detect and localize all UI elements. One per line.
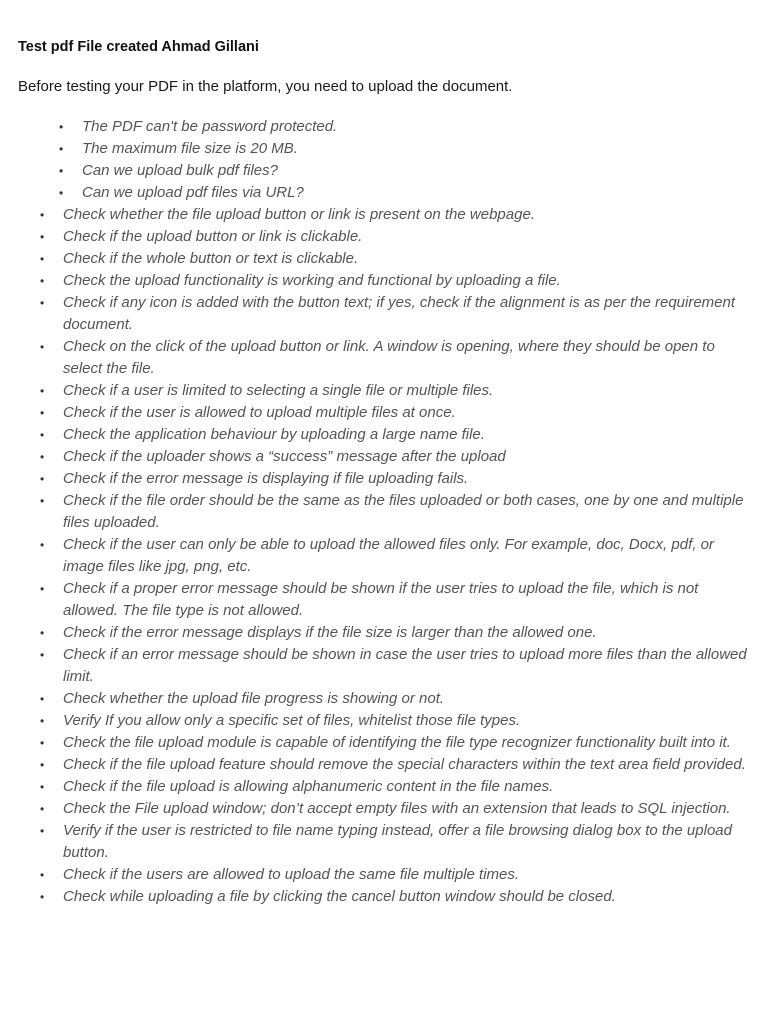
bullet-icon: •: [59, 186, 64, 200]
list-item: [18, 160, 753, 182]
bullet-icon: •: [40, 868, 45, 882]
bullet-icon: •: [40, 538, 45, 552]
list-item-text: Check while uploading a file by clicking the cancel button window should be closed.: [63, 888, 616, 905]
list-item-text: Check if the file order should be the same as the files uploaded or both cases, one by one and multiple files uploaded.: [63, 492, 744, 531]
list-item: [18, 292, 753, 336]
list-item-text: Check if an error message should be shown in case the user tries to upload more files than the allowed limit.: [63, 646, 747, 685]
bullet-icon: •: [59, 120, 64, 134]
list-item-text: Check the File upload window; don’t accept empty files with an extension that leads to SQL injection.: [63, 800, 731, 817]
list-item-text: Check if the error message displays if the file size is larger than the allowed one.: [63, 624, 597, 641]
list-item: [18, 622, 753, 644]
list-item: [18, 380, 753, 402]
list-item: [18, 204, 753, 226]
list-item: [18, 336, 753, 380]
bullet-icon: •: [40, 692, 45, 706]
list-item: [18, 886, 753, 908]
list-item-text: Check if the error message is displaying if file uploading fails.: [63, 470, 469, 487]
list-item: [18, 776, 753, 798]
bullet-list: [18, 204, 753, 908]
bullet-icon: •: [40, 890, 45, 904]
list-item-text: Verify If you allow only a specific set of files, whitelist those file types.: [63, 712, 521, 729]
bullet-icon: •: [40, 252, 45, 266]
list-item: [18, 798, 753, 820]
list-item-text: Check if the file upload feature should remove the special characters within the text area field provided.: [63, 756, 746, 773]
bullet-icon: •: [40, 494, 45, 508]
list-item: [18, 468, 753, 490]
bullet-icon: •: [40, 230, 45, 244]
list-item-text: Check whether the file upload button or link is present on the webpage.: [63, 206, 535, 223]
list-item: [18, 710, 753, 732]
bullet-icon: •: [40, 274, 45, 288]
list-item-text: Check if the user is allowed to upload multiple files at once.: [63, 404, 456, 421]
bullet-icon: •: [40, 736, 45, 750]
list-item-text: Check on the click of the upload button or link. A window is opening, where they should be open to select the file.: [63, 338, 715, 377]
list-item-text: The PDF can't be password protected.: [82, 118, 338, 135]
list-item-text: Check the upload functionality is working and functional by uploading a file.: [63, 272, 561, 289]
list-item-text: Check if the users are allowed to upload the same file multiple times.: [63, 866, 520, 883]
list-item: [18, 578, 753, 622]
intro-paragraph: Before testing your PDF in the platform, you need to upload the document.: [18, 78, 513, 95]
list-item-text: Can we upload pdf files via URL?: [82, 184, 304, 201]
bullet-icon: •: [59, 164, 64, 178]
list-item: [18, 732, 753, 754]
list-item-text: The maximum file size is 20 MB.: [82, 140, 298, 157]
bullet-icon: •: [40, 714, 45, 728]
bullet-icon: •: [40, 450, 45, 464]
list-item: [18, 424, 753, 446]
bullet-icon: •: [40, 208, 45, 222]
bullet-icon: •: [40, 758, 45, 772]
bullet-icon: •: [40, 384, 45, 398]
list-item-text: Check the file upload module is capable of identifying the file type recognizer functionality built into it.: [63, 734, 731, 751]
bullet-icon: •: [40, 648, 45, 662]
bullet-icon: •: [40, 340, 45, 354]
list-item: [18, 820, 753, 864]
list-item: [18, 402, 753, 424]
list-item-text: Check if a proper error message should be shown if the user tries to upload the file, which is not allowed. The file type is not allowed.: [63, 580, 699, 619]
list-item: [18, 138, 753, 160]
list-item-text: Can we upload bulk pdf files?: [82, 162, 278, 179]
bullet-icon: •: [40, 802, 45, 816]
list-item: [18, 116, 753, 138]
list-item: [18, 270, 753, 292]
list-item: [18, 688, 753, 710]
list-item-text: Check if the upload button or link is clickable.: [63, 228, 363, 245]
bullet-icon: •: [40, 472, 45, 486]
list-item: [18, 490, 753, 534]
list-item: [18, 182, 753, 204]
list-item: [18, 754, 753, 776]
list-item-text: Verify if the user is restricted to file name typing instead, offer a file browsing dialog box to the upload button.: [63, 822, 732, 861]
list-item: [18, 644, 753, 688]
list-item-text: Check if the user can only be able to upload the allowed files only. For example, doc, Docx, pdf, or image files like jpg, png, etc.: [63, 536, 714, 575]
list-item: [18, 534, 753, 578]
document-page: [18, 36, 753, 908]
list-item-text: Check whether the upload file progress is showing or not.: [63, 690, 445, 707]
bullet-icon: •: [59, 142, 64, 156]
list-item: [18, 446, 753, 468]
bullet-icon: •: [40, 582, 45, 596]
list-item-text: Check the application behaviour by uploading a large name file.: [63, 426, 485, 443]
list-item-text: Check if a user is limited to selecting a single file or multiple files.: [63, 382, 494, 399]
sub-bullet-list: [18, 116, 753, 204]
list-item: [18, 248, 753, 270]
bullet-icon: •: [40, 296, 45, 310]
bullet-icon: •: [40, 780, 45, 794]
list-item-text: Check if any icon is added with the button text; if yes, check if the alignment is as per the requirement document.: [63, 294, 736, 333]
list-item: [18, 864, 753, 886]
document-title: Test pdf File created Ahmad Gillani: [18, 39, 259, 55]
list-item-text: Check if the whole button or text is clickable.: [63, 250, 359, 267]
bullet-icon: •: [40, 626, 45, 640]
list-item-text: Check if the file upload is allowing alphanumeric content in the file names.: [63, 778, 554, 795]
list-item: [18, 226, 753, 248]
bullet-icon: •: [40, 406, 45, 420]
bullet-icon: •: [40, 824, 45, 838]
bullet-icon: •: [40, 428, 45, 442]
list-item-text: Check if the uploader shows a “success” message after the upload: [63, 448, 506, 465]
